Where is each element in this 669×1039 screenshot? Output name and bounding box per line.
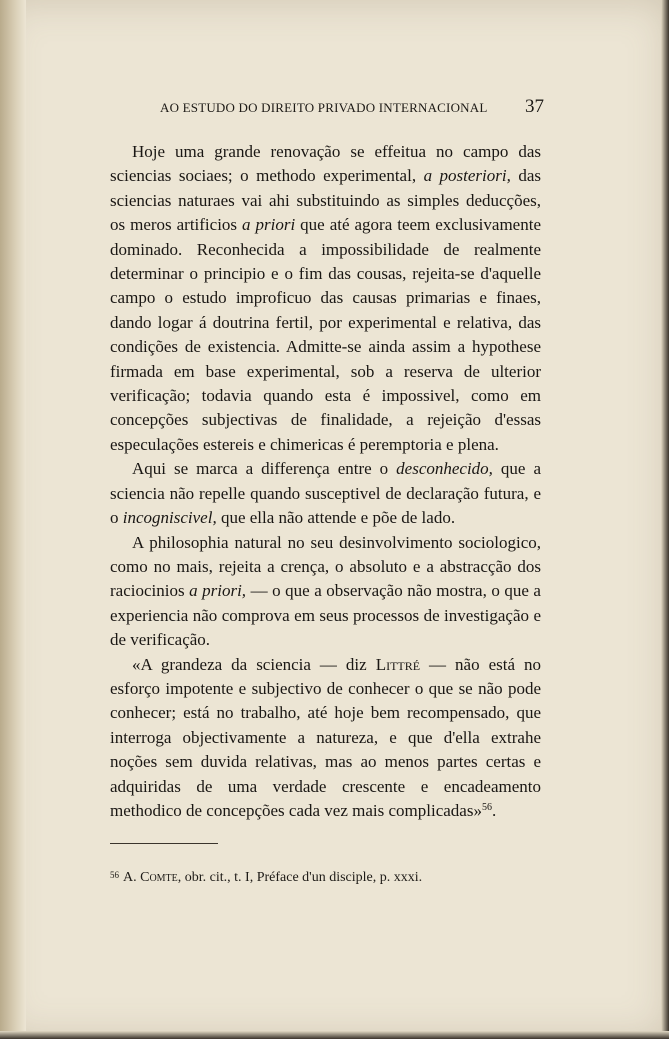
quoted-author-littre: Littré: [375, 654, 421, 674]
paragraph-3-part-a: A philosophia natural no seu desinvolvimento sociologico, como no mais, rejeita a crença, o absoluto e a abstracção dos raciocinios: [110, 532, 541, 601]
paragraph-3: [110, 531, 541, 653]
body-text: [110, 140, 541, 823]
paragraph-2-italic-desconhecido: desconhecido,: [396, 459, 493, 479]
paragraph-4-quotation: [110, 653, 541, 824]
page-bottom-edge: [0, 1031, 669, 1039]
page-right-edge: [661, 0, 669, 1039]
footnote: [110, 870, 541, 886]
paragraph-2-part-c: que a sciencia não repelle quando susceptivel de declaração futura, e o: [110, 459, 541, 528]
paragraph-1: [110, 140, 541, 457]
paragraph-4-part-a: «A grandeza da sciencia — diz: [132, 654, 376, 674]
page-binding-shadow: [0, 0, 26, 1039]
paragraph-1-part-a: Hoje uma grande renovação se effeitua no campo das sciencias sociaes; o methodo experimental,: [110, 142, 541, 186]
paragraph-2-part-a: Aqui se marca a differença entre o: [132, 459, 397, 479]
paragraph-1-italic-posteriori: a posteriori,: [423, 166, 511, 186]
footnote-divider: [110, 843, 218, 844]
paragraph-2: [110, 457, 541, 530]
paragraph-3-part-c: — o que a observação não mostra, o que a experiencia não comprova em seus processos de investigação e de verificação.: [110, 581, 541, 650]
page-number: 37: [525, 96, 544, 117]
running-header-title: AO ESTUDO DO DIREITO PRIVADO INTERNACIONAL: [160, 100, 488, 115]
running-header: [160, 96, 544, 118]
paragraph-4-part-b: — não está no esforço impotente e subjectivo de conhecer o que se não pode conhecer; está no trabalho, até hoje bem recompensado, que interroga objectivamente a natureza, e que d'ella extrahe noções sem duvida relativas, mas ao menos partes certas e adquiridas de uma verdade crescente e encadeamento methodico de concepções cada vez mais complicadas»: [110, 654, 541, 820]
paragraph-3-italic-priori: a priori,: [189, 581, 247, 601]
paragraph-1-part-c: das sciencias naturaes vai ahi substituindo as simples deducções, os meros artificios: [110, 166, 542, 235]
footnote-text: , obr. cit., t. I, Préface d'un disciple, p. xxxi.: [177, 870, 423, 885]
paragraph-1-italic-priori: a priori: [242, 215, 296, 235]
paragraph-1-part-e: que até agora teem exclusivamente dominado. Reconhecida a impossibilidade de realmente determinar o principio e o fim das cousas, rejeita-se d'aquelle campo o estudo improficuo das causas primarias e finaes, dando logar á doutrina fertil, por experimental e relativa, das condições de existencia. Admitte-se ainda assim a hypothese firmada em base experimental, sob a reserva de ulterior verificação; todavia quando esta é impossivel, como em concepções subjectivas de finalidade, a rejeição d'essas especulações estereis e chimericas é peremptoria e plena.: [110, 215, 541, 454]
paragraph-2-part-e: que ella não attende e põe de lado.: [216, 508, 456, 528]
footnote-reference[interactable]: 56: [481, 801, 492, 813]
footnote-number: 56: [110, 870, 119, 880]
footnote-author: A. Comte: [123, 870, 178, 885]
paragraph-4-end: .: [491, 800, 497, 820]
paragraph-2-italic-incogniscivel: incogniscivel,: [122, 508, 217, 528]
